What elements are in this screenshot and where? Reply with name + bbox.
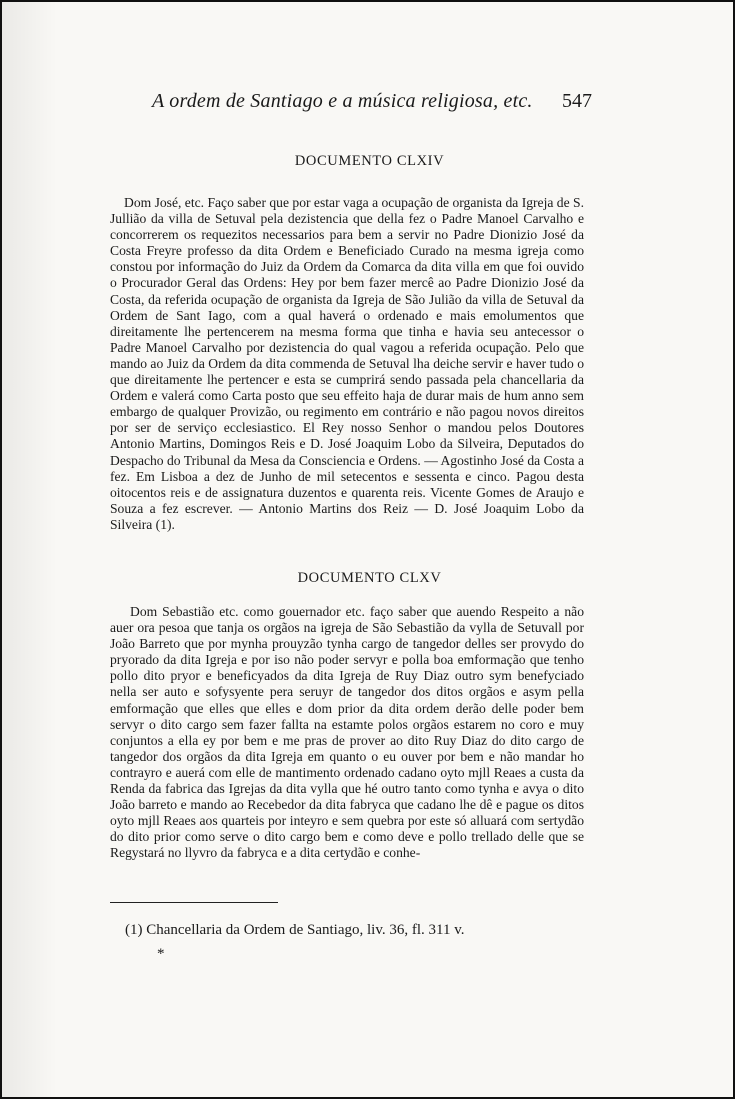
document-heading: DOCUMENTO CLXV (297, 570, 442, 586)
footnote: (1) Chancellaria da Ordem de Santiago, liv. 36, fl. 311 v. (125, 922, 465, 938)
document-heading: DOCUMENTO CLXIV (294, 153, 445, 169)
page-number: 547 (562, 90, 592, 112)
document-text: Dom Sebastião etc. como gouernador etc. faço saber que auendo Respeito a não auer ora pesoa que tanja os orgãos na igreja de São Sebastião da vylla de Setuvall por João Barreto que por mynha prouyzão tynha cargo de tangedor delles ser provydo do pryorado da dita Igreja e por iso não poder servyr e polla boa emformação que tenho pollo dito pryor e beneficyados da dita Igreja de Ruy Diaz outro sym benefyciado nella ser auto e sofysyente pera seruyr de tangedor dos ditos orgãos e asym pella emformação que elles que elles e dom prior da dita ordem derão delle poder bem servyr o dito cargo sem fazer fallta na estamte polos orgãos estarem no coro e muy conjuntos a ella ey por bem e me pras de prover ao dito Ruy Diaz do dito cargo de tangedor dos orgãos da dita Igreja em quanto o eu ouver por bem e não mandar ho contrayro e auerá com elle de mantimento ordenado cadano oyto mjll Reaes a custa da Renda da fabrica das Igrejas da dita vylla que hé outro tanto como tynha e avya o dito João barreto e mando ao Recebedor da dita fabryca que cadano lhe dê e pague os ditos oyto mjll Reaes aos quarteis por inteyro e sem quebra por este só alluará com sertydão do dito prior como serve o dito cargo bem e como deve e pollo trellado delle que se Regystará no llyvro da fabryca e a dita certydão e conhe- (110, 604, 584, 861)
footnote-rule (110, 902, 278, 903)
running-header (152, 90, 592, 120)
running-title: A ordem de Santiago e a música religiosa, etc. (152, 90, 533, 112)
asterisk-mark: * (157, 946, 165, 962)
document-text: Dom José, etc. Faço saber que por estar vaga a ocupação de organista da Igreja de S. Jullião da villa de Setuval pela dezistencia que della fez o Padre Manoel Carvalho e concorrerem os requezitos necessarios para bem a servir no Padre Dionizio José da Costa Freyre professo da dita Ordem e Beneficiado Curado na mesma igreja como constou por informação do Juiz da Ordem da Comarca da dita villa em que foi ouvido o Procurador Geral das Ordens: Hey por bem fazer mercê ao Padre Dionizio José da Costa, da referida ocupação de organista da Igreja de São Julião da villa de Setuval da Ordem de Sant Iago, com a qual haverá o ordenado e mais emolumentos que direitamente lhe pertencerem na mesma forma que tinha e havia seu antecessor o Padre Manoel Carvalho por dezistencia do qual vagou a referida ocupação. Pelo que mando ao Juiz da Ordem da dita commenda de Setuval lha deiche servir e haver tudo o que direitamente lhe pertencer e esta se cumprirá sendo passada pela chancellaria da Ordem e valerá como Carta posto que seu effeito haja de durar mais de hum anno sem embargo de qualquer Provizão, ou regimento em contrário e não pagou novos direitos por ser de serviço ecclesiastico. El Rey nosso Senhor o mandou pelos Doutores Antonio Martins, Domingos Reis e D. José Joaquim Lobo da Silveira, Deputados do Despacho do Tribunal da Mesa da Consciencia e Ordens. — Agostinho José da Costa a fez. Em Lisboa a dez de Junho de mil setecentos e sessenta e cinco. Pagou desta oitocentos reis e de assignatura duzentos e quarenta reis. Vicente Gomes de Araujo e Souza a fez escrever. — Antonio Martins dos Reiz — D. José Joaquim Lobo da Silveira (1). (110, 195, 584, 532)
